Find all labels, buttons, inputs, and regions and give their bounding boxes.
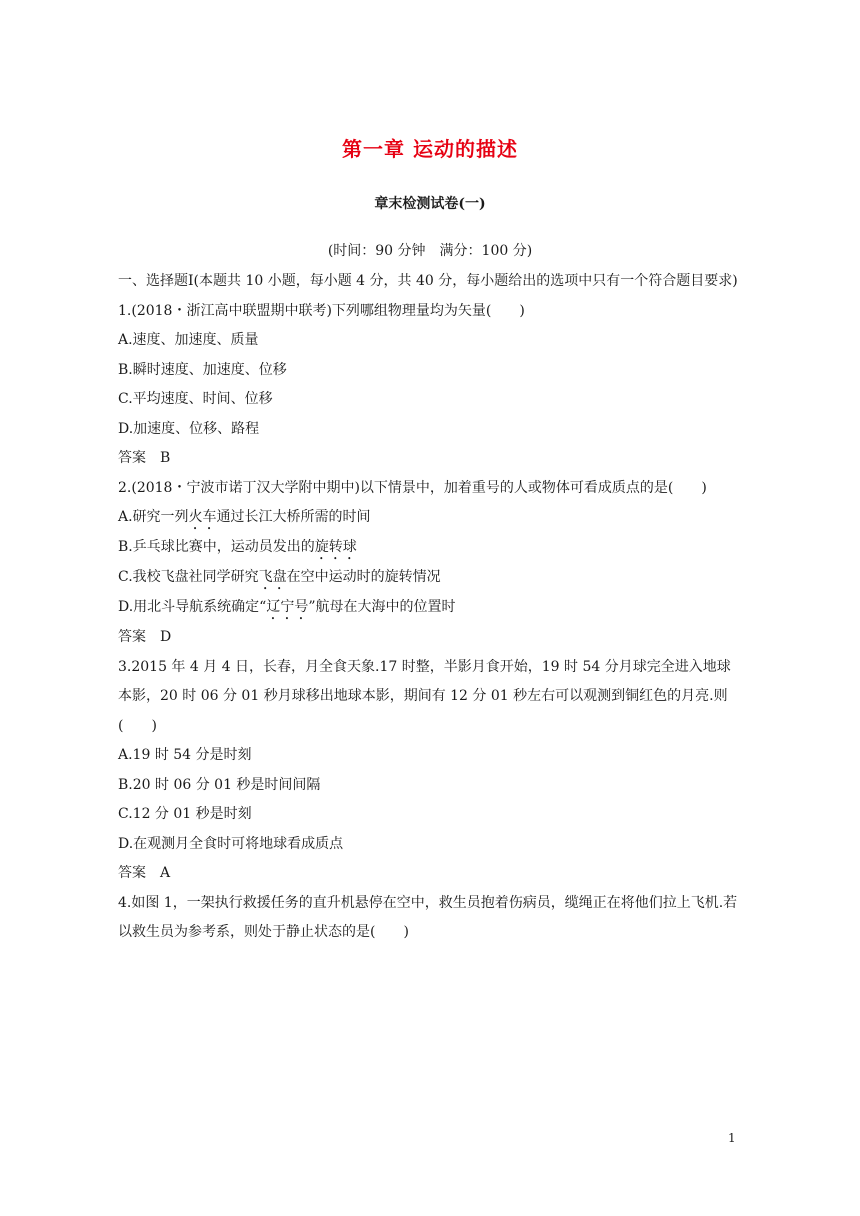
- question-1-option-a: A.速度、加速度、质量: [118, 332, 259, 348]
- question-1-option-d: D.加速度、位移、路程: [118, 420, 260, 437]
- question-2-option-b: B.乒乓球比赛中，运动员发出的旋转球: [118, 539, 357, 555]
- exam-subtitle: 章末检测试卷(一): [374, 196, 486, 212]
- question-3-stem: 3.2015 年 4 月 4 日，长春，月全食天象.17 时整，半影月食开始，19 时 54 分月球完全进入地球本影，20 时 06 分 01 秒月球移出地球本影，期间有 12 分 01 秒左右可以观测到铜红色的月亮.则( ): [118, 658, 731, 734]
- question-1-option-c: C.平均速度、时间、位移: [118, 391, 273, 407]
- question-2-option-c: C.我校飞盘社同学研究飞盘在空中运动时的旋转情况: [118, 569, 441, 585]
- chapter-title: 第一章 运动的描述: [342, 137, 518, 161]
- question-3-answer: 答案 A: [118, 865, 171, 881]
- question-3-option-b: B.20 时 06 分 01 秒是时间间隔: [118, 776, 321, 793]
- question-4-stem: 4.如图 1，一架执行救援任务的直升机悬停在空中，救生员抱着伤病员，缆绳正在将他们拉上飞机.若以救生员为参考系，则处于静止状态的是( ): [118, 894, 738, 940]
- question-1-answer: 答案 B: [118, 450, 171, 466]
- question-2-option-d: D.用北斗导航系统确定“辽宁号”航母在大海中的位置时: [118, 599, 456, 615]
- question-2-answer: 答案 D: [118, 629, 172, 645]
- page-number: 1: [728, 1131, 736, 1145]
- question-2-stem: 2.(2018・宁波市诺丁汉大学附中期中)以下情景中，加着重号的人或物体可看成质点的是( ): [118, 479, 707, 496]
- question-2-option-a: A.研究一列火车通过长江大桥所需的时间: [118, 509, 371, 525]
- question-3-option-d: D.在观测月全食时可将地球看成质点: [118, 835, 344, 852]
- question-1-option-b: B.瞬时速度、加速度、位移: [118, 361, 287, 378]
- question-3-option-c: C.12 分 01 秒是时刻: [118, 806, 252, 822]
- question-1-stem: 1.(2018・浙江高中联盟期中联考)下列哪组物理量均为矢量( ): [118, 302, 525, 319]
- time-and-score-info: (时间：90 分钟 满分：100 分): [327, 243, 533, 259]
- question-3-option-a: A.19 时 54 分是时刻: [118, 747, 252, 763]
- section-heading: 一、选择题Ⅰ(本题共 10 小题，每小题 4 分，共 40 分，每小题给出的选项中只有一个符合题目要求): [118, 273, 738, 289]
- exam-body: [118, 267, 743, 948]
